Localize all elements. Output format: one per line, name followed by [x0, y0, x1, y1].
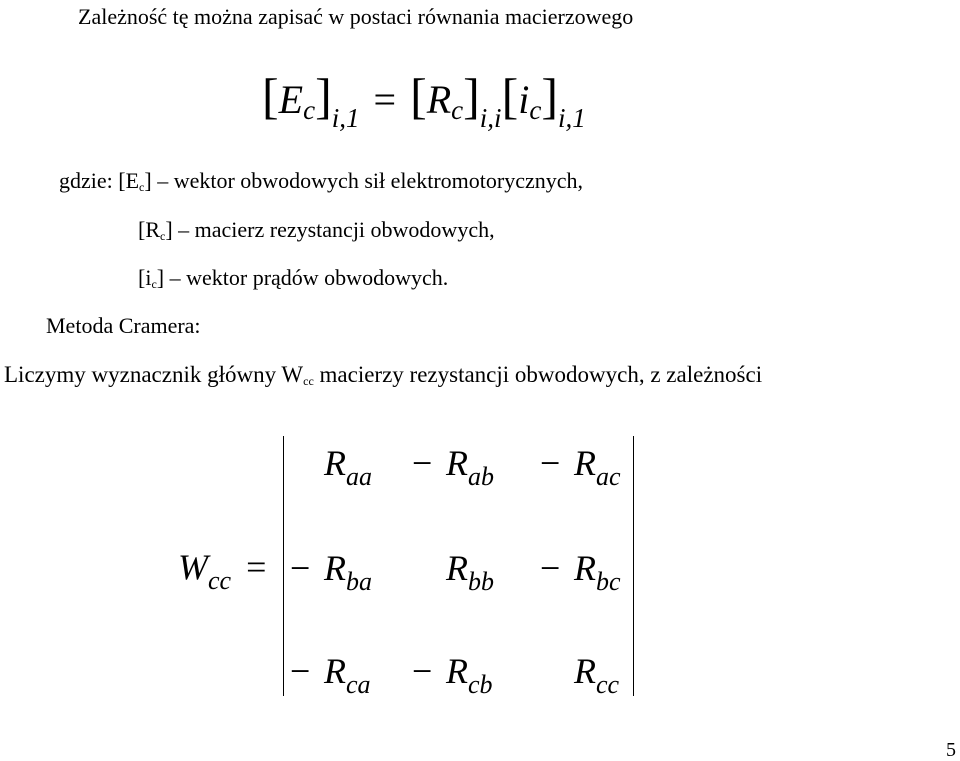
matrix-equation: $[Ec]_{i,1} = [Rc]_{i,i}[ic]_{i,1}$: [262, 68, 586, 133]
eq-e-symbol: E: [278, 77, 304, 122]
minus-sign: −: [540, 548, 561, 588]
paragraph: Liczymy wyznacznik główny Wcc macierzy rezystancji obwodowych, z zależności: [4, 362, 763, 388]
determinant-right-bar: [633, 436, 634, 696]
eq-i-index: i,1: [557, 103, 586, 133]
minus-sign: −: [412, 651, 433, 691]
matrix-cell-rab: − $R_{ab}$: [412, 443, 494, 491]
intro-text: Zależność tę można zapisać w postaci równania macierzowego: [78, 4, 634, 29]
definition-e: gdzie: [Ec] – wektor obwodowych sił elektromotorycznych,: [59, 168, 584, 194]
eq-equals: =: [373, 77, 397, 122]
method-heading: Metoda Cramera:: [46, 313, 201, 338]
minus-sign: −: [290, 548, 311, 588]
minus-sign: −: [540, 443, 561, 483]
matrix-cell-rcc: $R_{cc}$: [574, 651, 620, 699]
determinant-equals: =: [246, 547, 267, 587]
definition-i: [ic] – wektor prądów obwodowych.: [138, 265, 449, 291]
matrix-cell-rca: − $R_{ca}$: [290, 651, 371, 699]
matrix-cell-rac: − $R_{ac}$: [540, 443, 621, 491]
matrix-cell-rbc: − $R_{bc}$: [540, 548, 621, 596]
matrix-cell-raa: $R_{aa}$: [324, 443, 372, 491]
matrix-cell-rcb: − $R_{cb}$: [412, 651, 493, 699]
page-number: 5: [946, 739, 956, 761]
minus-sign: −: [412, 443, 433, 483]
matrix-cell-rba: − $R_{ba}$: [290, 548, 372, 596]
eq-r-symbol: R: [426, 77, 452, 122]
determinant-lhs: $W_{cc}$ =: [178, 547, 267, 595]
definition-r: [Rc] – macierz rezystancji obwodowych,: [138, 217, 495, 243]
determinant-left-bar: [283, 436, 284, 696]
eq-e-index: i,1: [331, 103, 360, 133]
eq-i-symbol: i: [518, 77, 530, 122]
matrix-cell-rbb: $R_{bb}$: [446, 548, 494, 596]
eq-r-index: i,i: [479, 103, 502, 133]
minus-sign: −: [290, 651, 311, 691]
